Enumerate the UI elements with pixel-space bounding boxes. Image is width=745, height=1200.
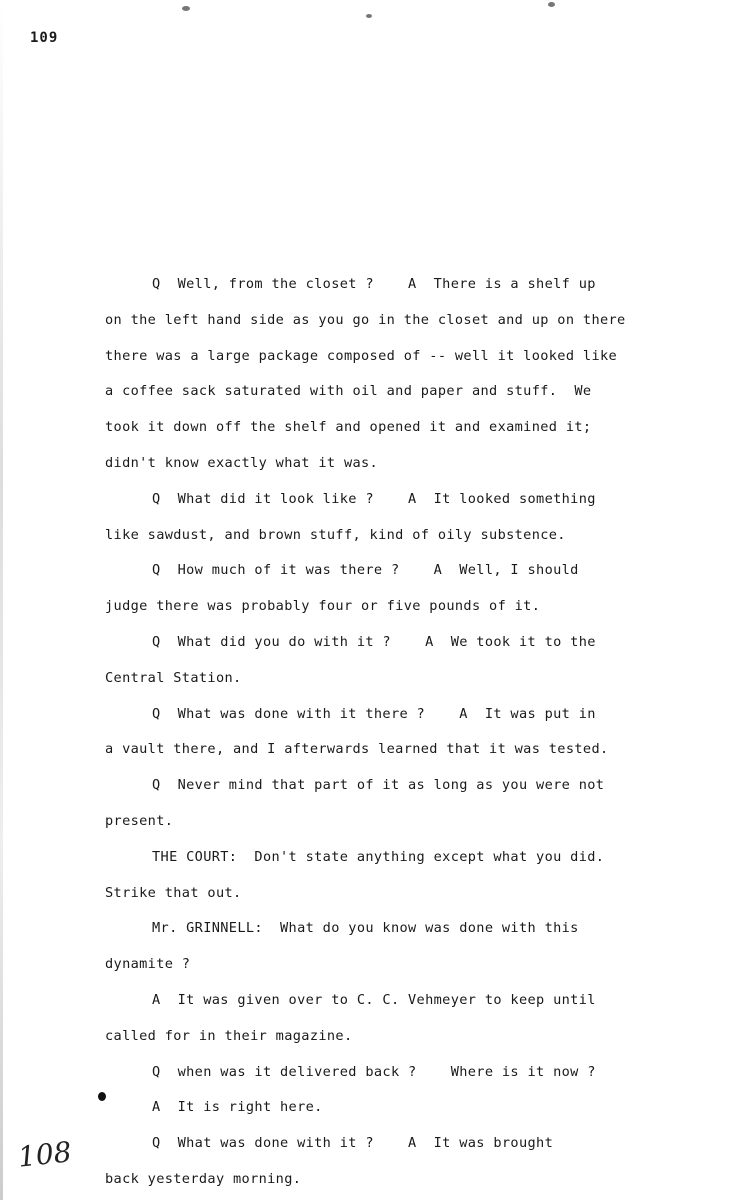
transcript-line: present. bbox=[105, 813, 174, 829]
transcript-line: Strike that out. bbox=[105, 884, 242, 901]
scan-edge bbox=[0, 0, 3, 1200]
transcript-line: Central Station. bbox=[105, 669, 242, 686]
transcript-line: called for in their magazine. bbox=[105, 1027, 353, 1044]
transcript-line: A It is right here. bbox=[152, 1099, 323, 1116]
transcript-line: like sawdust, and brown stuff, kind of oily substence. bbox=[105, 526, 566, 543]
page-number: 109 bbox=[30, 30, 59, 46]
transcript-line: Q Never mind that part of it as long as you were not bbox=[152, 777, 605, 794]
transcript-line: Mr. GRINNELL: What do you know was done with this bbox=[152, 920, 579, 937]
transcript-line: Q What was done with it ? A It was brought bbox=[152, 1135, 554, 1152]
transcript-line: a coffee sack saturated with oil and paper and stuff. We bbox=[105, 383, 592, 400]
transcript-line: judge there was probably four or five pounds of it. bbox=[105, 598, 541, 615]
scan-speck bbox=[548, 2, 555, 7]
scan-speck bbox=[182, 6, 190, 11]
transcript-line: A It was given over to C. C. Vehmeyer to keep until bbox=[152, 992, 596, 1008]
transcript-line: a vault there, and I afterwards learned that it was tested. bbox=[105, 741, 609, 758]
transcript-line: Q Well, from the closet ? A There is a shelf up bbox=[152, 276, 596, 292]
transcript-line: Q What did you do with it ? A We took it to the bbox=[152, 634, 596, 650]
transcript-line: Q What was done with it there ? A It was put in bbox=[152, 705, 596, 722]
transcript-line: didn't know exactly what it was. bbox=[105, 455, 379, 471]
transcript-line: Q What did it look like ? A It looked something bbox=[152, 490, 596, 507]
transcript-line: took it down off the shelf and opened it and examined it; bbox=[105, 419, 592, 436]
scan-speck bbox=[366, 14, 372, 18]
transcript-line: dynamite ? bbox=[105, 956, 191, 973]
handwritten-page-note: 108 bbox=[16, 1135, 74, 1174]
transcript-line: Q How much of it was there ? A Well, I should bbox=[152, 562, 579, 579]
transcript-line: THE COURT: Don't state anything except what you did. bbox=[152, 848, 605, 865]
transcript-line: Q when was it delivered back ? Where is it now ? bbox=[152, 1063, 596, 1080]
transcript-line: back yesterday morning. bbox=[105, 1171, 302, 1187]
ink-mark bbox=[98, 1092, 106, 1101]
transcript-line: there was a large package composed of -- well it looked like bbox=[105, 347, 618, 364]
transcript-line: on the left hand side as you go in the closet and up on there bbox=[105, 311, 626, 328]
